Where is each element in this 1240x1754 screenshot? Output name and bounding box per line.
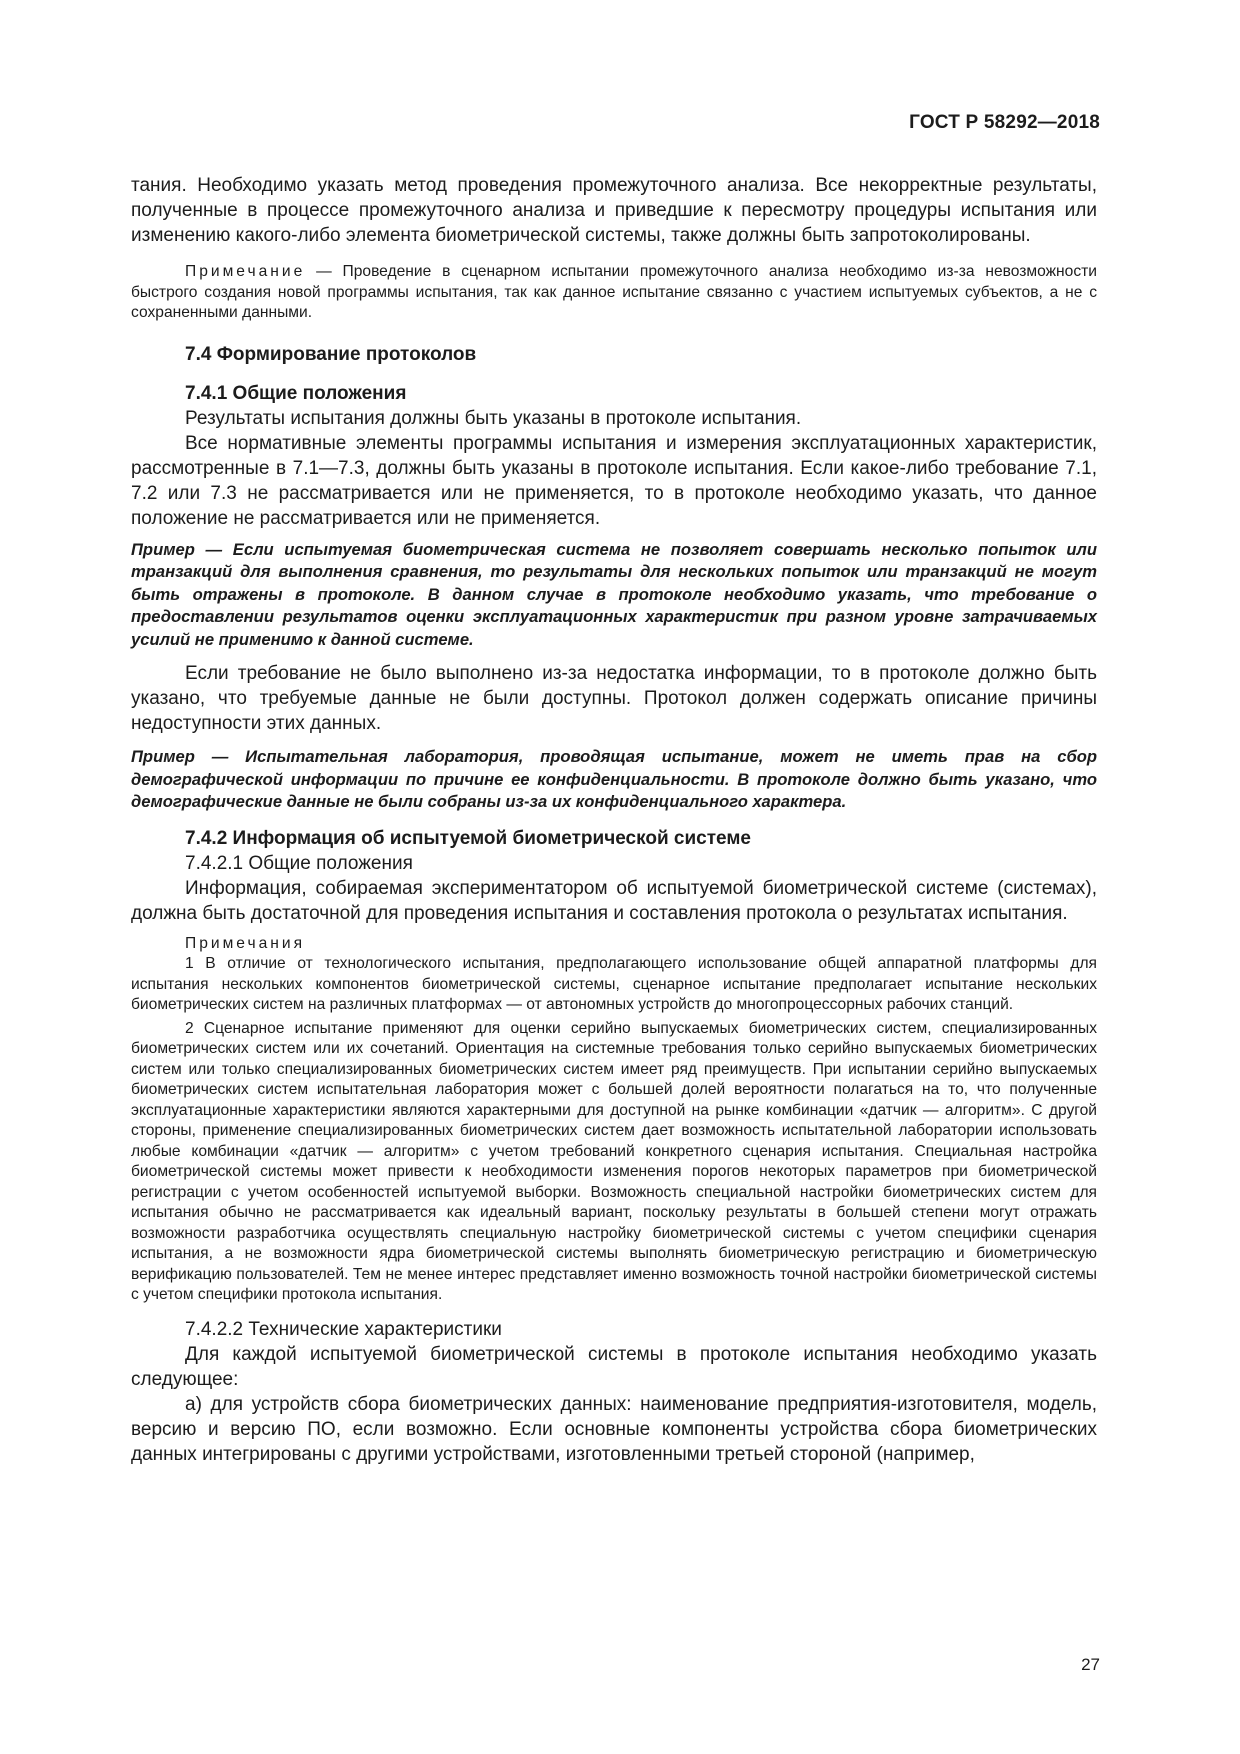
subsection-heading-7-4-2-2: 7.4.2.2 Технические характеристики (185, 1318, 502, 1340)
notes-label: Примечания (185, 934, 306, 952)
example-paragraph-1: Пример — Если испытуемая биометрическая система не позволяет совершать несколько попыток или транзакций для выполнения сравнения, то результаты для нескольких попыток или транзакций не могут быть отражены в протоколе. В данном случае в протоколе необходимо указать, что требование о предоставлении результатов оценки эксплуатационных характеристик при разном уровне затрачиваемых усилий не применимо к данной системе. (131, 539, 1097, 649)
section-heading-7-4-2: 7.4.2 Информация об испытуемой биометрической системе (185, 827, 751, 849)
paragraph-system-info: Информация, собираемая экспериментатором об испытуемой биометрической системе (системах), должна быть достаточной для проведения испытания и составления протокола о результатах испытания. (131, 877, 1097, 924)
subsection-heading-7-4-2-1: 7.4.2.1 Общие положения (185, 852, 413, 874)
paragraph-missing-info: Если требование не было выполнено из-за недостатка информации, то в протоколе должно быть указано, что требуемые данные не были доступны. Протокол должен содержать описание причины недоступности этих данных. (131, 663, 1097, 734)
paragraph-results: Результаты испытания должны быть указаны в протоколе испытания. (185, 407, 802, 429)
standard-code-header: ГОСТ Р 58292—2018 (909, 112, 1100, 133)
note-item-1: 1 В отличие от технологического испытания, предполагающего использование общей аппаратной платформы для испытания нескольких компонентов биометрической системы, сценарное испытание предполагает испытание нескольких биометрических систем на различных платформах — от автономных устройств до многопроцессорных рабочих станций. (131, 955, 1097, 1013)
note-text: — Проведение в сценарном испытании промежуточного анализа необходимо из-за невозможности быстрого создания новой программы испытания, так как данное испытание связанно с участием испытуемых субъектов, а не с сохраненными данными. (131, 263, 1097, 321)
paragraph-requirements: Все нормативные элементы программы испытания и измерения эксплуатационных характеристик, рассмотренные в 7.1—7.3, должны быть указаны в протоколе испытания. Если какое-либо требование 7.1, 7.2 или 7.3 не рассматривается или не применяется, то в протоколе необходимо указать, что данное положение не рассматривается или не применяется. (131, 432, 1097, 529)
page-content (131, 170, 1097, 1467)
list-item-a: а) для устройств сбора биометрических данных: наименование предприятия-изготовителя, модель, версию и версию ПО, если возможно. Если основные компоненты устройства сбора биометрических данных интегрированы с другими устройствами, изготовленными третьей стороной (например, (131, 1393, 1097, 1465)
note-item-2: 2 Сценарное испытание применяют для оценки серийно выпускаемых биометрических систем, специализированных биометрических систем или их сочетаний. Ориентация на системные требования только серийно выпускаемых биометрических систем или только специализированных биометрических систем имеет ряд преимуществ. При испытании серийно выпускаемых биометрических систем испытательная лаборатория может с большей долей вероятности полагаться на то, что полученные эксплуатационные характеристики являются характерными для доступной на рынке комбинации «датчик — алгоритм». С другой стороны, применение специализированных биометрических систем дает возможность испытательной лаборатории использовать любые комбинации «датчик — алгоритм» с учетом требований конкретного сценария испытания. Специальная настройка биометрической системы может привести к необходимости изменения порогов некоторых параметров при биометрической регистрации с учетом особенностей испытуемой выборки. Возможность специальной настройки биометрических систем для испытания обычно не рассматривается как идеальный вариант, поскольку результаты в большей степени могут отражать возможности разработчика осуществлять специальную настройку биометрической системы с учетом специфики сценария испытания, а не возможности ядра биометрической системы выполнять биометрическую регистрацию и биометрическую верификацию пользователей. Тем не менее интерес представляет именно возможность точной настройки биометрической системы с учетом специфики протокола испытания. (131, 1019, 1097, 1303)
section-heading-7-4: 7.4 Формирование протоколов (185, 343, 477, 365)
continued-paragraph: тания. Необходимо указать метод проведения промежуточного анализа. Все некорректные результаты, полученные в процессе промежуточного анализа и приведшие к пересмотру процедуры испытания или изменению какого-либо элемента биометрической системы, также должны быть запротоколированы. (131, 175, 1097, 246)
paragraph-each-system: Для каждой испытуемой биометрической системы в протоколе испытания необходимо указать следующее: (131, 1343, 1097, 1390)
example-paragraph-2: Пример — Испытательная лаборатория, проводящая испытание, может не иметь прав на сбор демографической информации по причине ее конфиденциальности. В протоколе должно быть указано, что демографические данные не были собраны из-за их конфиденциального характера. (131, 747, 1097, 811)
note-paragraph (131, 262, 1097, 324)
note-label: Примечание (185, 263, 306, 280)
page-number: 27 (1081, 1655, 1100, 1674)
section-heading-7-4-1: 7.4.1 Общие положения (185, 382, 407, 404)
